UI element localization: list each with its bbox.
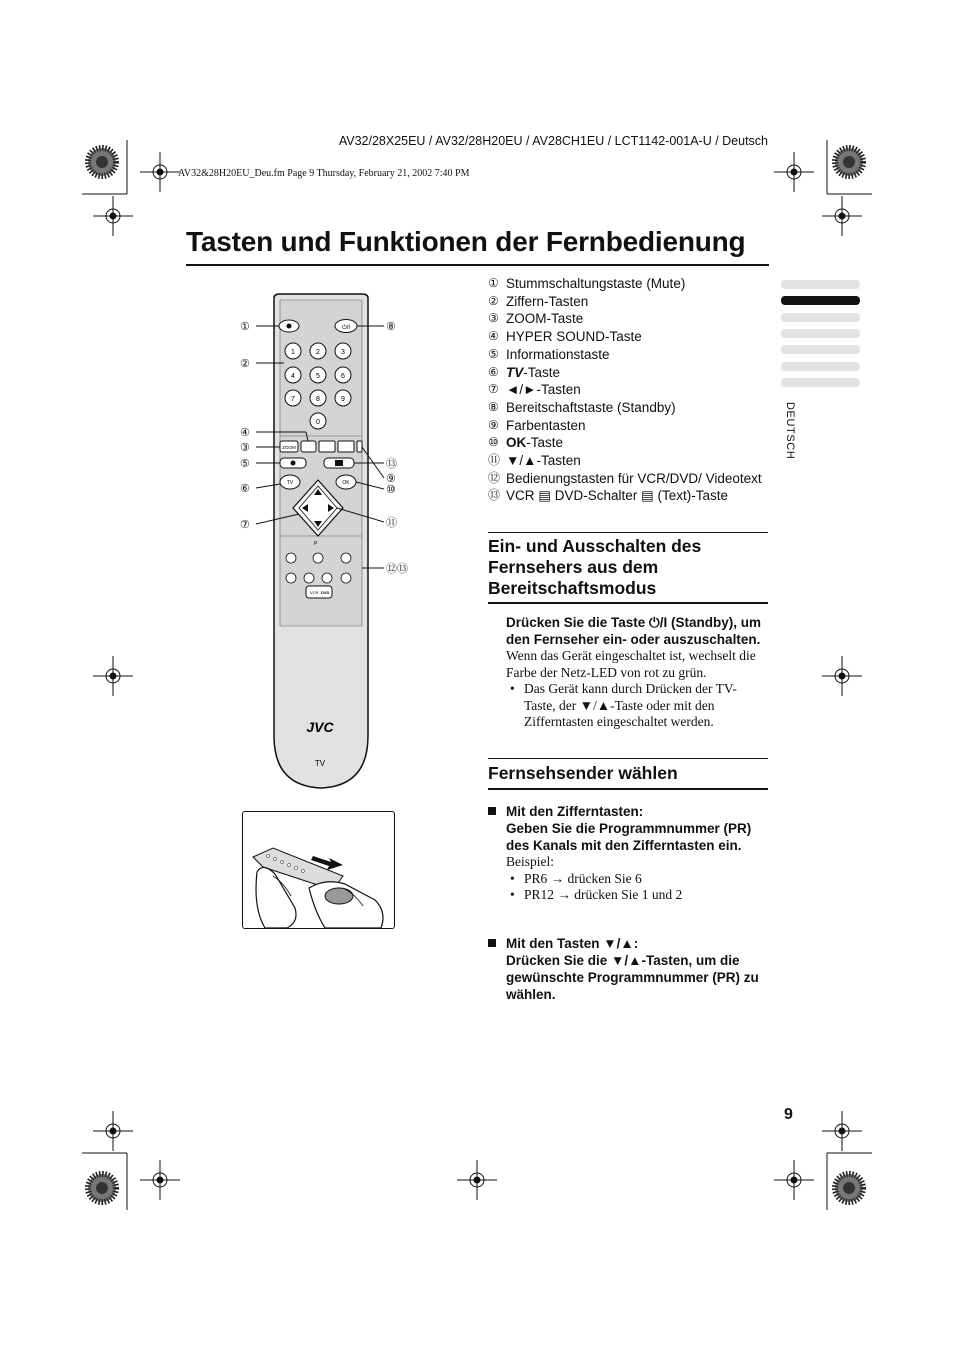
remote-brand: JVC [306,719,334,735]
digit-key: 8 [316,396,320,403]
list-item: ⑤ Informationstaste [488,346,610,362]
digit-key: 5 [316,373,320,380]
remote-standby-label: ⏻/I [341,325,351,331]
crosshair-icon [93,656,133,696]
list-item: ⑧ Bereitschaftstaste (Standby) [488,399,676,415]
section-title-channel: Fernsehsender wählen [488,763,678,783]
page-number: 9 [784,1106,793,1123]
digit-key: 6 [341,373,345,380]
sunburst-mark-icon [835,148,863,176]
section-divider [488,532,768,533]
method-text: Drücken Sie die ▼/▲-Tasten, um die gewünschte Programmnummer (PR) zu wählen. [506,953,759,1002]
power-instruction: Drücken Sie die Taste ⏻/I (Standby), um den Fernseher ein- oder auszuschalten. [506,615,761,647]
crosshair-icon [93,196,133,236]
list-item: ③ ZOOM-Taste [488,311,584,327]
callout-2: ② [240,358,250,370]
example-label: Beispiel: [506,854,554,869]
crosshair-icon [457,1160,497,1200]
callout-10: ⑩ [386,484,396,496]
sunburst-mark-icon [88,148,116,176]
key-function-list [488,275,770,505]
page-title: Tasten und Funktionen der Fernbedienung [186,226,746,257]
example-list [506,871,768,904]
digit-key: 3 [341,349,345,356]
callout-7: ⑦ [240,519,250,531]
list-item: ⑫ Bedienungstasten für VCR/DVD/ Videotext [488,470,762,486]
crosshair-icon [140,1160,180,1200]
remote-zoom-label: ZOOM [282,445,296,450]
list-item: ① Stummschaltungstaste (Mute) [488,276,686,291]
square-bullet-icon [488,939,496,947]
digit-key: 0 [316,419,320,426]
section-divider [488,758,768,759]
remote-ok-label: OK [342,480,350,486]
chapter-tab [781,345,860,354]
crosshair-icon [93,1111,133,1151]
digit-key: 2 [316,349,320,356]
section-divider [488,602,768,604]
power-bullets [506,681,768,731]
digit-key: 9 [341,396,345,403]
method-text: Geben Sie die Programmnummer (PR) des Kanals mit den Zifferntasten ein. [506,821,752,853]
hands-illustration [242,811,395,929]
list-item: ⑩ OK-Taste [488,435,564,451]
list-item: ⑥ TV-Taste [488,364,561,380]
callout-12-13: ⑫⑬ [386,563,408,575]
chapter-tab [781,378,860,387]
channel-method-digits [488,803,768,904]
list-item: ⑪ ▼/▲-Tasten [488,453,581,469]
chapter-tab-active [781,296,860,305]
callout-1: ① [240,321,250,333]
digit-key: 7 [291,396,295,403]
crosshair-icon [774,1160,814,1200]
digit-key: 4 [291,373,295,380]
callout-4: ④ [240,427,250,439]
chapter-tab [781,362,860,371]
list-item: ⑦ ◄/►-Tasten [488,382,581,398]
crosshair-icon [822,196,862,236]
section-divider [488,788,768,790]
remote-vcr-label: VCR [310,590,319,595]
chapter-tab [781,329,860,338]
document-header: AV32/28X25EU / AV32/28H20EU / AV28CH1EU / LCT1142-001A-U / Deutsch [338,134,768,148]
channel-method-arrows [488,935,768,1003]
method-heading: Mit den Zifferntasten: [506,804,644,819]
crosshair-icon [774,152,814,192]
remote-control-illustration [236,286,416,796]
chapter-tab [781,280,860,289]
list-item: • PR12 → drücken Sie 1 und 2 [506,887,768,904]
section-power-body [506,614,768,731]
callout-3: ③ [240,442,250,454]
title-divider [186,264,769,266]
list-item: ④ HYPER SOUND-Taste [488,329,642,345]
remote-p-label: P [314,541,318,547]
crosshair-icon [822,656,862,696]
crosshair-icon [822,1111,862,1151]
remote-dvd-label: DVD [321,590,330,595]
chapter-tab [781,313,860,322]
callout-6: ⑥ [240,483,250,495]
power-note: Wenn das Gerät eingeschaltet ist, wechselt die Farbe der Netz-LED von rot zu grün. [506,648,756,680]
sunburst-mark-icon [88,1174,116,1202]
callout-13: ⑬ [386,458,397,470]
list-item: ⑬ VCR ▤ DVD-Schalter ▤ (Text)-Taste [488,488,729,504]
language-side-label: DEUTSCH [784,402,796,460]
sunburst-mark-icon [835,1174,863,1202]
list-item: ② Ziffern-Tasten [488,293,589,309]
remote-tv-label: TV [286,480,294,486]
list-item: • PR6 → drücken Sie 6 [506,871,768,888]
callout-11: ⑪ [386,517,397,529]
list-item: ⑨ Farbentasten [488,417,586,433]
remote-model: TV [314,759,326,768]
method-heading: Mit den Tasten ▼/▲: [506,936,639,951]
crosshair-icon [140,152,180,192]
section-title-power: Ein- und Ausschalten des Fernsehers aus dem Bereitschaftsmodus [488,536,702,598]
square-bullet-icon [488,807,496,815]
callout-8: ⑧ [386,321,396,333]
list-item: • Das Gerät kann durch Drücken der TV-Taste, der ▼/▲-Taste oder mit den Zifferntasten eingeschaltet werden. [506,681,768,731]
callout-5: ⑤ [240,458,250,470]
digit-key: 1 [291,349,295,356]
callout-9: ⑨ [386,473,396,485]
file-info: AV32&28H20EU_Deu.fm Page 9 Thursday, February 21, 2002 7:40 PM [178,168,470,179]
